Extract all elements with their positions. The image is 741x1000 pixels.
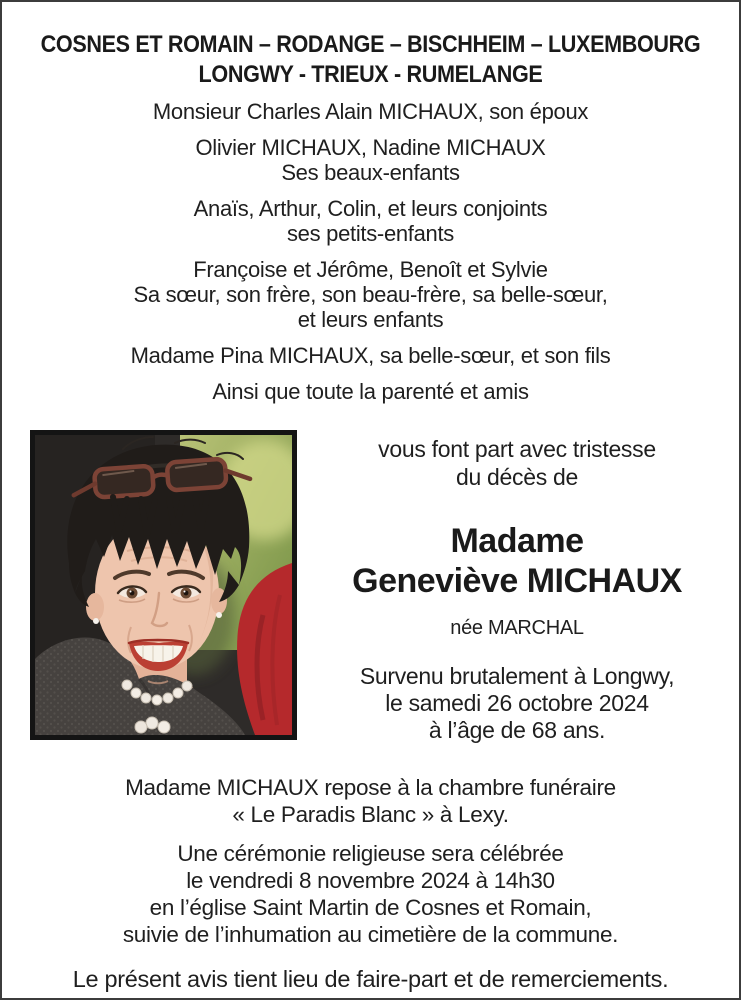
deceased-name-line: Madame: [450, 522, 584, 560]
deceased-name-line: Geneviève MICHAUX: [352, 562, 682, 600]
detail-line: le vendredi 8 novembre 2024 à 14h30: [186, 868, 555, 893]
deceased-name: [323, 521, 711, 601]
family-paragraph-grandchildren: [2, 196, 739, 246]
announcement-section: [2, 430, 739, 744]
funeral-details-section: [2, 774, 739, 948]
detail-line: Une cérémonie religieuse sera célébrée: [177, 841, 564, 866]
detail-line: Madame MICHAUX repose à la chambre funéraire: [125, 775, 616, 800]
announcement-text: [297, 430, 711, 744]
ceremony-paragraph: [2, 840, 739, 948]
portrait-photo: [30, 430, 297, 740]
family-paragraph-stepchildren: [2, 135, 739, 185]
family-line: Françoise et Jérôme, Benoît et Sylvie: [193, 257, 548, 282]
family-line: Olivier MICHAUX, Nadine MICHAUX: [195, 135, 546, 160]
announcement-intro: [323, 435, 711, 491]
intro-line: vous font part avec tristesse: [378, 436, 656, 462]
family-line: Anaïs, Arthur, Colin, et leurs conjoints: [193, 196, 548, 221]
family-paragraph-siblings: [2, 257, 739, 332]
family-line: Ainsi que toute la parenté et amis: [212, 379, 529, 404]
family-paragraph-sister-in-law: [2, 343, 739, 368]
death-line: Survenu brutalement à Longwy,: [359, 663, 675, 689]
detail-line: « Le Paradis Blanc » à Lexy.: [232, 802, 509, 827]
death-statement: [323, 663, 711, 744]
family-paragraph-relatives: [2, 379, 739, 404]
detail-line: en l’église Saint Martin de Cosnes et Romain,: [149, 895, 592, 920]
maiden-name: née MARCHAL: [450, 617, 584, 639]
intro-line: du décès de: [455, 464, 579, 490]
family-paragraph-spouse: [2, 99, 739, 124]
family-section: [2, 99, 739, 404]
detail-line: suivie de l’inhumation au cimetière de la commune.: [122, 922, 619, 947]
towns-line-2: LONGWY - TRIEUX - RUMELANGE: [198, 61, 543, 88]
family-line: ses petits-enfants: [286, 221, 455, 246]
repose-paragraph: [2, 774, 739, 828]
family-line: Madame Pina MICHAUX, sa belle-sœur, et son fils: [130, 343, 611, 368]
closing-statement: Le présent avis tient lieu de faire-part et de remerciements.: [72, 966, 669, 992]
family-line: Sa sœur, son frère, son beau-frère, sa belle-sœur,: [133, 282, 608, 307]
towns-line-1: COSNES ET ROMAIN – RODANGE – BISCHHEIM – LUXEMBOURG: [40, 31, 701, 58]
family-line: Ses beaux-enfants: [281, 160, 460, 185]
family-line: et leurs enfants: [297, 307, 444, 332]
towns-header: [2, 30, 739, 90]
death-line: à l’âge de 68 ans.: [428, 717, 606, 743]
death-line: le samedi 26 octobre 2024: [385, 690, 649, 716]
portrait-illustration: [35, 435, 292, 735]
family-line: Monsieur Charles Alain MICHAUX, son époux: [152, 99, 589, 124]
